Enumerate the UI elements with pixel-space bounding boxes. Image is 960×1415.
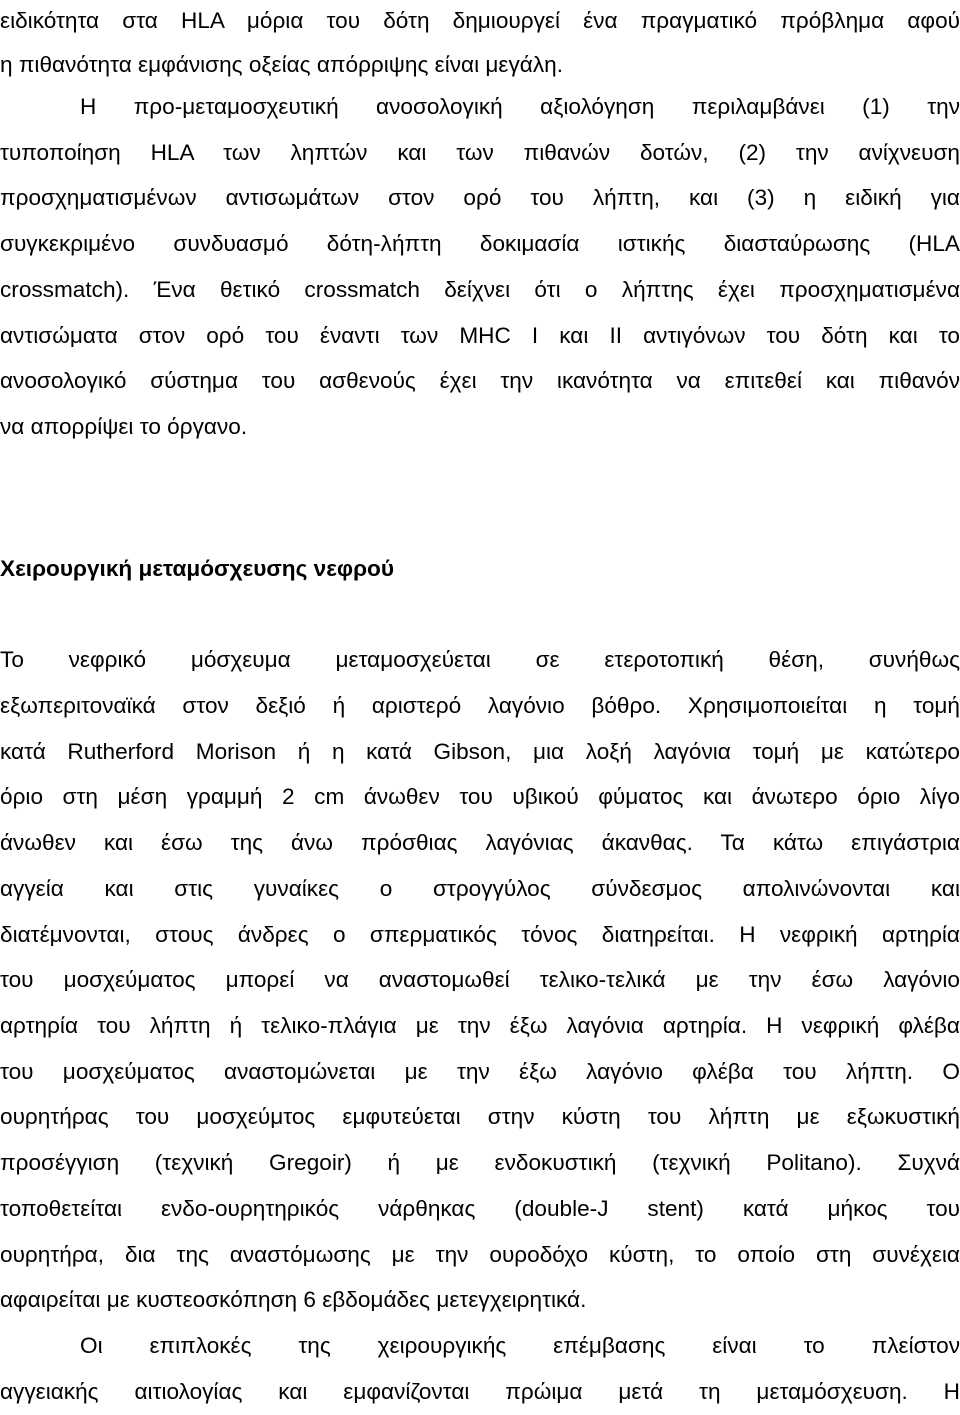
text-line: ειδικότητα στα HLA μόρια του δότη δημιουργεί ένα πραγματικό πρόβλημα αφού [0, 8, 960, 33]
text-line: crossmatch). Ένα θετικό crossmatch δείχνει ότι ο λήπτης έχει προσχηματισμένα [0, 277, 960, 302]
text-line: προσέγγιση (τεχνική Gregoir) ή με ενδοκυστική (τεχνική Politano). Συχνά [0, 1150, 960, 1175]
text-line: αφαιρείται με κυστεοσκόπηση 6 εβδομάδες μετεγχειρητικά. [0, 1287, 587, 1312]
text-line: Η προ-μεταμοσχευτική ανοσολογική αξιολόγηση περιλαμβάνει (1) την [80, 94, 960, 119]
text-line: άνωθεν και έσω της άνω πρόσθιας λαγόνιας άκανθας. Τα κάτω επιγάστρια [0, 830, 960, 855]
text-line: η πιθανότητα εμφάνισης οξείας απόρριψης είναι μεγάλη. [0, 52, 563, 77]
text-line: ουρητήρας του μοσχεύμτος εμφυτεύεται στην κύστη του λήπτη με εξωκυστική [0, 1104, 960, 1129]
section-heading: Χειρουργική μεταμόσχευσης νεφρού [0, 556, 395, 581]
text-line: να απορρίψει το όργανο. [0, 414, 248, 439]
text-line: ουρητήρα, δια της αναστόμωσης με την ουροδόχο κύστη, το οποίο στη συνέχεια [0, 1242, 960, 1267]
text-line: όριο στη μέση γραμμή 2 cm άνωθεν του υβικού φύματος και άνωτερο όριο λίγο [0, 784, 960, 809]
text-line: κατά Rutherford Morison ή η κατά Gibson, μια λοξή λαγόνια τομή με κατώτερο [0, 739, 960, 764]
text-line: τυποποίηση HLA των ληπτών και των πιθανών δοτών, (2) την ανίχνευση [0, 140, 960, 165]
text-line: του μοσχεύματος αναστομώνεται με την έξω λαγόνιο φλέβα του λήπτη. Ο [0, 1059, 960, 1084]
text-line: του μοσχεύματος μπορεί να αναστομωθεί τελικο-τελικά με την έσω λαγόνιο [0, 967, 960, 992]
text-line: εξωπεριτοναϊκά στον δεξιό ή αριστερό λαγόνιο βόθρο. Χρησιμοποιείται η τομή [0, 693, 960, 718]
text-line: προσχηματισμένων αντισωμάτων στον ορό του λήπτη, και (3) η ειδική για [0, 185, 960, 210]
text-line: αγγειακής αιτιολογίας και εμφανίζονται πρώιμα μετά τη μεταμόσχευση. Η [0, 1379, 960, 1404]
text-line: Το νεφρικό μόσχευμα μεταμοσχεύεται σε ετεροτοπική θέση, συνήθως [0, 647, 960, 672]
text-line: διατέμνονται, στους άνδρες ο σπερματικός τόνος διατηρείται. Η νεφρική αρτηρία [0, 922, 960, 947]
text-line: αρτηρία του λήπτη ή τελικο-πλάγια με την έξω λαγόνια αρτηρία. Η νεφρική φλέβα [0, 1013, 960, 1038]
text-line: ανοσολογικό σύστημα του ασθενούς έχει την ικανότητα να επιτεθεί και πιθανόν [0, 368, 960, 393]
text-line: Οι επιπλοκές της χειρουργικής επέμβασης είναι το πλείστον [80, 1333, 960, 1358]
text-line: τοποθετείται ενδο-ουρητηρικός νάρθηκας (double-J stent) κατά μήκος του [0, 1196, 960, 1221]
text-line: αντισώματα στον ορό του έναντι των MHC I και II αντιγόνων του δότη και το [0, 323, 960, 348]
text-line: αγγεία και στις γυναίκες ο στρογγύλος σύνδεσμος απολινώνονται και [0, 876, 960, 901]
text-line: συγκεκριμένο συνδυασμό δότη-λήπτη δοκιμασία ιστικής διασταύρωσης (HLA [0, 231, 960, 256]
